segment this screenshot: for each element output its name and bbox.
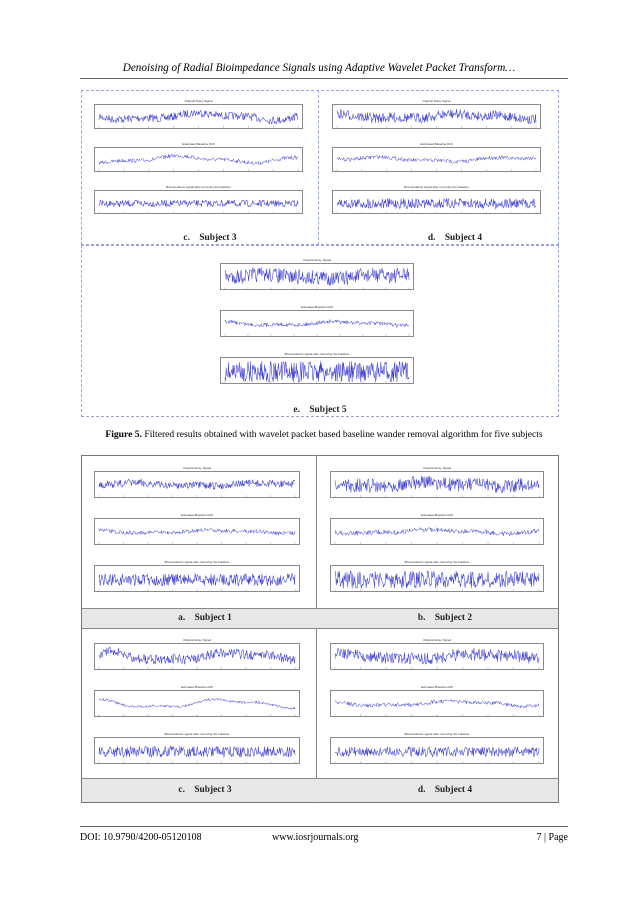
clean-signal-trace (337, 198, 536, 208)
baseline-signal-plot (330, 684, 544, 717)
plot-title: Original Noisy Signal (183, 638, 211, 643)
label-bottom-subject-4: d. Subject 4 (417, 785, 473, 795)
baseline-signal-plot (220, 304, 414, 337)
noisy-signal-plot (94, 638, 300, 670)
panel-bottom-subject-4 (322, 632, 552, 772)
noisy-signal-trace (335, 648, 539, 664)
plot-title: Original Noisy Signal (423, 638, 451, 643)
baseline-signal-trace (337, 155, 536, 163)
footer-rule (80, 826, 568, 827)
noisy-signal-trace (337, 109, 536, 124)
plot-title: Bioimpedance signal after removing the baseline (404, 731, 470, 736)
plot-title: Original Noisy Signal (422, 99, 451, 104)
plot-title: Bioimpedance signal after removing the baseline (164, 731, 230, 736)
baseline-signal-plot (332, 141, 541, 172)
plot-title: Bioimpedance signal after removing the baseline (404, 184, 469, 189)
baseline-signal-plot (94, 141, 303, 172)
clean-signal-trace (335, 746, 539, 756)
figure-caption: Figure 5. Filtered results obtained with wavelet packet based baseline wander removal algorithm for five subjects (105, 429, 543, 440)
label-top-subject-3: c. Subject 3 (183, 233, 237, 243)
plot-title: Estimated Baseline Drift (180, 684, 213, 689)
clean-signal-trace (99, 573, 295, 586)
clean-signal-plot (94, 731, 300, 764)
noisy-signal-plot (94, 466, 300, 498)
plot-title: Estimated Baseline Drift (420, 512, 453, 517)
clean-signal-plot (94, 184, 303, 215)
clean-signal-trace (225, 361, 409, 382)
noisy-signal-plot (330, 638, 544, 670)
plot-title: Estimated Baseline Drift (420, 684, 453, 689)
footer-page-number: 7 | Page (536, 832, 568, 843)
clean-signal-trace (99, 200, 298, 207)
baseline-signal-plot (94, 512, 300, 545)
band-rule-3 (81, 778, 559, 779)
baseline-signal-trace (335, 699, 539, 707)
noisy-signal-plot (330, 466, 544, 498)
baseline-signal-trace (99, 698, 295, 709)
plot-title: Estimated Baseline Drift (420, 141, 453, 146)
noisy-signal-plot (220, 258, 414, 290)
clean-signal-plot (220, 351, 414, 384)
baseline-signal-plot (330, 512, 544, 545)
plot-title: Estimated Baseline Drift (180, 512, 213, 517)
label-bottom-subject-1: a. Subject 1 (178, 613, 232, 623)
label-top-subject-5: e. Subject 5 (293, 405, 347, 415)
plot-title: Bioimpedance signal after removing the baseline (284, 351, 350, 356)
noisy-signal-trace (99, 647, 295, 664)
baseline-signal-trace (335, 527, 539, 536)
noisy-signal-plot (332, 99, 541, 129)
panel-top-subject-4 (324, 94, 549, 222)
band-rule-1 (81, 608, 559, 609)
label-bottom-subject-3: c. Subject 3 (178, 785, 232, 795)
noisy-signal-trace (99, 479, 295, 489)
noisy-signal-plot (94, 99, 303, 129)
clean-signal-plot (332, 184, 541, 215)
label-bottom-subject-2: b. Subject 2 (417, 613, 473, 623)
noisy-signal-trace (99, 110, 298, 124)
clean-signal-plot (330, 559, 544, 592)
header-rule (80, 78, 568, 79)
plot-title: Bioimpedance signal after removing the baseline (166, 184, 231, 189)
baseline-signal-trace (225, 320, 409, 328)
footer-website[interactable]: www.iosrjournals.org (272, 832, 359, 843)
panel-bottom-subject-3 (86, 632, 308, 772)
band-rule-2 (81, 628, 559, 629)
baseline-signal-trace (99, 154, 298, 165)
panel-top-subject-3 (86, 94, 311, 222)
bottom-figure-divider (316, 455, 317, 803)
label-top-subject-4: d. Subject 4 (427, 233, 483, 243)
plot-title: Bioimpedance signal after removing the baseline (164, 559, 230, 564)
plot-title: Original Noisy Signal (183, 466, 211, 471)
plot-title: Original Noisy Signal (423, 466, 451, 471)
plot-title: Estimated Baseline Drift (182, 141, 215, 146)
top-figure-divider (318, 90, 319, 245)
clean-signal-plot (330, 731, 544, 764)
plot-title: Original Noisy Signal (303, 258, 331, 263)
noisy-signal-trace (335, 476, 539, 494)
plot-title: Estimated Baseline Drift (300, 304, 333, 309)
plot-title: Bioimpedance signal after removing the baseline (404, 559, 470, 564)
panel-bottom-subject-2 (322, 460, 552, 600)
clean-signal-trace (335, 571, 539, 588)
noisy-signal-trace (225, 268, 409, 286)
clean-signal-trace (99, 746, 295, 757)
running-header: Denoising of Radial Bioimpedance Signals using Adaptive Wavelet Packet Transform… (122, 62, 516, 74)
clean-signal-plot (94, 559, 300, 592)
plot-title: Original Noisy Signal (184, 99, 213, 104)
panel-top-subject-5 (212, 252, 422, 392)
panel-bottom-subject-1 (86, 460, 308, 600)
baseline-signal-trace (99, 528, 295, 535)
footer-doi: DOI: 10.9790/4200-05120108 (80, 832, 202, 843)
baseline-signal-plot (94, 684, 300, 717)
